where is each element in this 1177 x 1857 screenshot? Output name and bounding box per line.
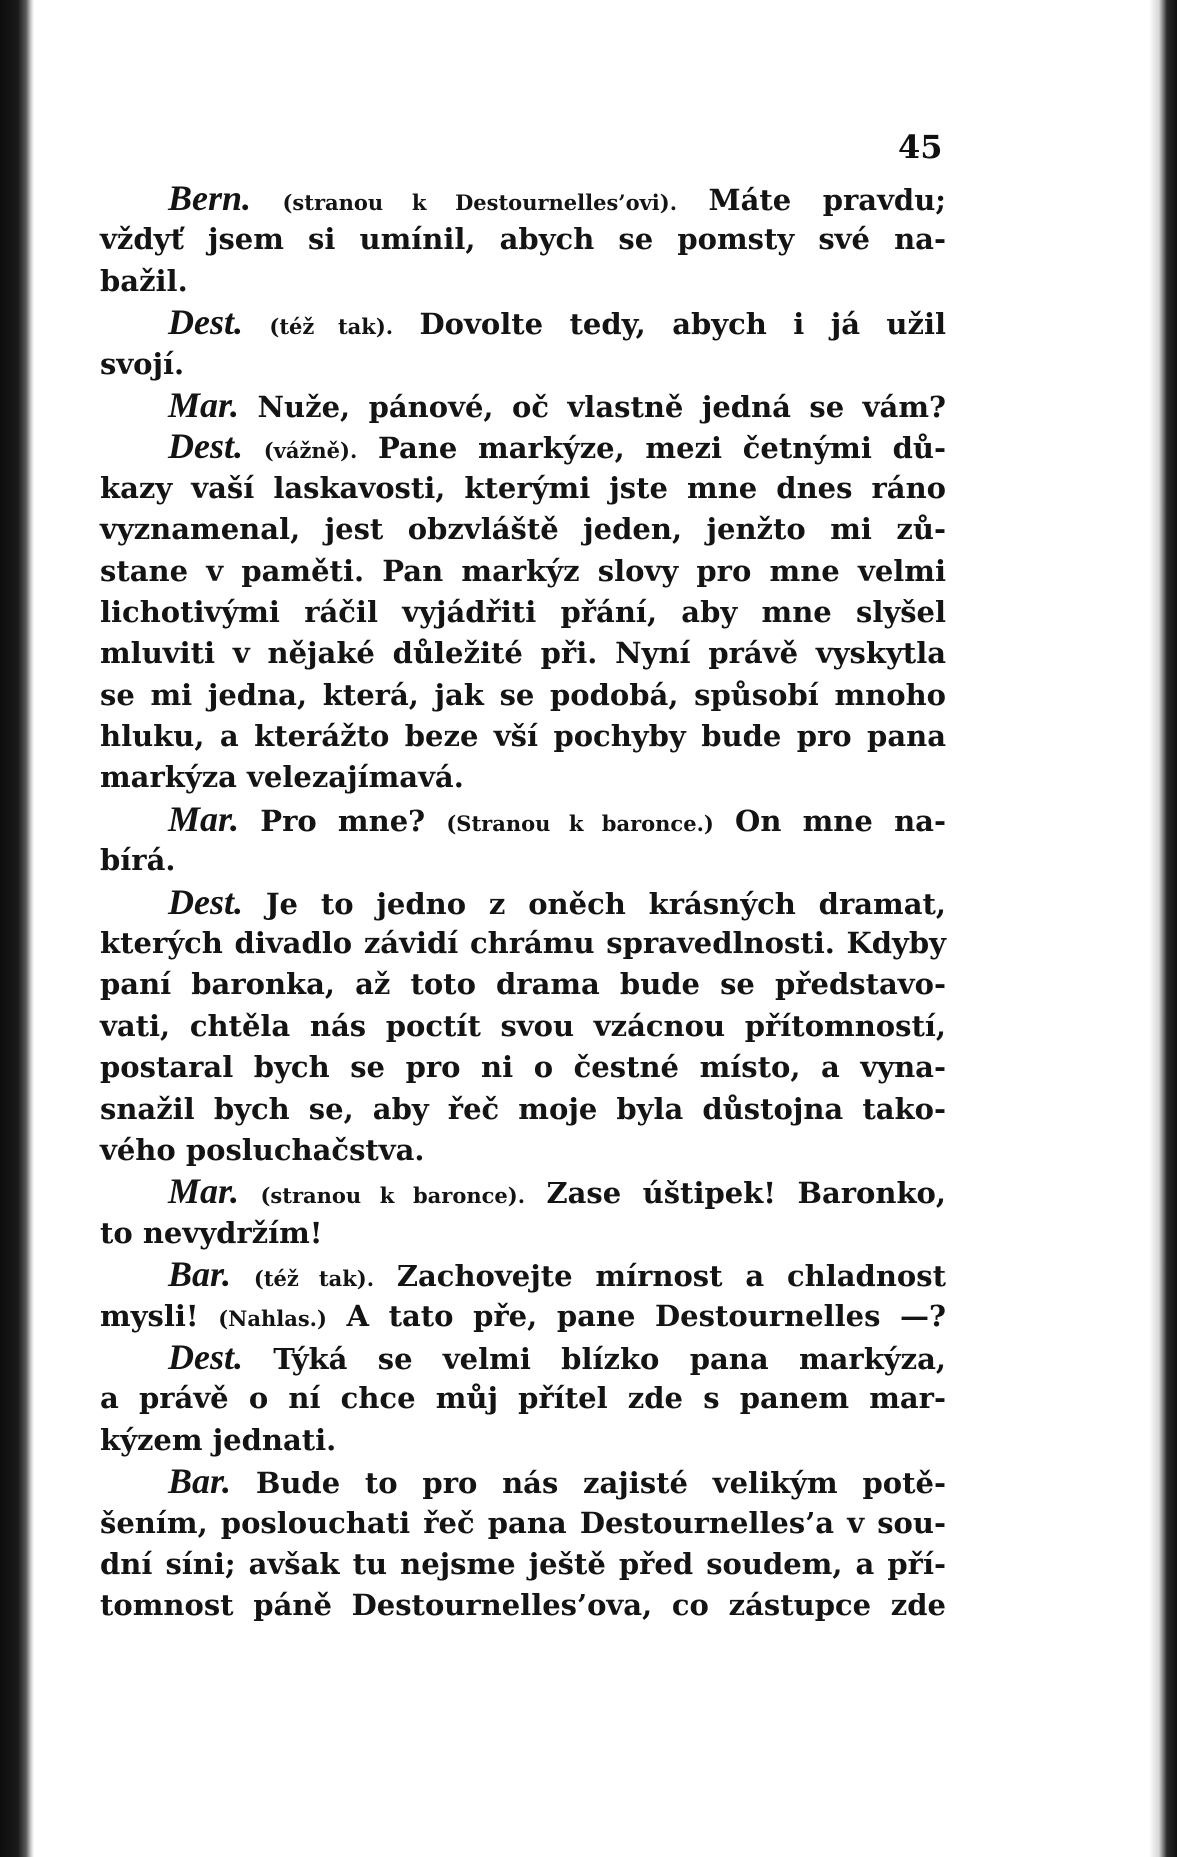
- text-line: [100, 1337, 946, 1378]
- line-text: šením, poslouchati řeč pana Destournelles’a v sou-: [100, 1505, 946, 1540]
- text-line: [100, 551, 946, 592]
- line-text: Bude to pro nás zajisté velikým potě-: [231, 1466, 946, 1501]
- text-line: [100, 592, 946, 633]
- line-text: [243, 307, 269, 341]
- stage-direction: (stranou k Destournelles’ovi).: [282, 190, 678, 215]
- line-text: mysli!: [100, 1298, 219, 1333]
- text-line: [100, 261, 946, 302]
- speaker-name: Bar.: [168, 1254, 232, 1295]
- text-line: [100, 1296, 946, 1337]
- text-line: [100, 964, 946, 1005]
- text-line: [100, 509, 946, 550]
- text-line: [100, 1213, 946, 1254]
- text-line: [100, 840, 946, 881]
- line-text: vždyť jsem si umínil, abych se pomsty své na-: [100, 222, 946, 257]
- dialogue-text: [100, 178, 946, 1627]
- text-line: [100, 426, 946, 467]
- line-text: Dovolte tedy, abych i já užil: [393, 307, 946, 342]
- line-text: to nevydržím!: [100, 1215, 323, 1250]
- text-line: [100, 1130, 946, 1171]
- text-line: [100, 1047, 946, 1088]
- line-text: Zase úštipek! Baronko,: [525, 1176, 946, 1211]
- line-text: stane v paměti. Pan markýz slovy pro mne velmi: [100, 553, 946, 588]
- speaker-name: Dest.: [168, 1336, 243, 1377]
- text-line: [100, 633, 946, 674]
- line-text: Nuže, pánové, oč vlastně jedná se vám?: [239, 389, 946, 424]
- line-text: svojí.: [100, 346, 185, 381]
- text-line: [100, 468, 946, 509]
- text-line: [100, 1006, 946, 1047]
- text-line: [100, 1378, 946, 1419]
- line-text: Pro mne?: [239, 803, 447, 838]
- text-line: [100, 385, 946, 426]
- line-text: a právě o ní chce můj přítel zde s panem mar-: [100, 1381, 946, 1416]
- line-text: lichotivými ráčil vyjádřiti přání, aby mne slyšel: [100, 594, 946, 629]
- line-text: bírá.: [100, 843, 176, 878]
- line-text: Máte pravdu;: [677, 183, 946, 217]
- text-line: [100, 344, 946, 385]
- line-text: hluku, a kterážto beze vší pochyby bude pro pana: [100, 719, 946, 754]
- book-binding-edge: [0, 0, 34, 1857]
- text-line: [100, 302, 946, 343]
- page-number: 45: [898, 128, 943, 166]
- stage-direction: (též tak).: [253, 1266, 374, 1292]
- line-text: postaral bych se pro ni o čestné místo, a vyna-: [100, 1050, 946, 1085]
- line-text: kazy vaší laskavosti, kterými jste mne dnes ráno: [100, 470, 946, 505]
- line-text: Týká se velmi blízko pana markýza,: [243, 1341, 946, 1376]
- text-line: [100, 675, 946, 716]
- line-text: vati, chtěla nás poctít svou vzácnou přítomností,: [100, 1008, 946, 1043]
- line-text: mluviti v nějaké důležité při. Nyní právě vyskytla: [100, 636, 946, 671]
- text-line: [100, 219, 946, 260]
- line-text: markýza velezajímavá.: [100, 760, 464, 795]
- line-text: Zachovejte mírnost a chladnost: [374, 1259, 946, 1294]
- text-line: [100, 1420, 946, 1461]
- line-text: dní síni; avšak tu nejsme ještě před soudem, a pří-: [100, 1546, 946, 1581]
- line-text: [231, 1259, 254, 1293]
- stage-direction: (Stranou k baronce.): [446, 810, 714, 836]
- speaker-name: Mar.: [168, 798, 240, 839]
- line-text: [251, 183, 282, 217]
- line-text: snažil bych se, aby řeč moje byla důstojna tako-: [100, 1091, 946, 1126]
- speaker-name: Bar.: [168, 1461, 232, 1502]
- speaker-name: Bern.: [168, 178, 252, 218]
- line-text: vyznamenal, jest obzvláště jeden, jenžto mi zů-: [100, 512, 946, 547]
- line-text: A tato pře, pane Destournelles —?: [326, 1298, 946, 1333]
- line-text: kýzem jednati.: [100, 1422, 337, 1457]
- text-line: [100, 1585, 946, 1626]
- line-text: vého posluchačstva.: [100, 1132, 425, 1167]
- text-line: [100, 1171, 946, 1212]
- stage-direction: (stranou k baronce).: [260, 1183, 526, 1209]
- text-line: [100, 178, 946, 219]
- line-text: [243, 431, 264, 465]
- line-text: bažil.: [100, 263, 188, 298]
- line-text: paní baronka, až toto drama bude se představo-: [100, 967, 946, 1002]
- speaker-name: Dest.: [168, 881, 243, 922]
- text-line: [100, 757, 946, 798]
- speaker-name: Mar.: [168, 384, 240, 425]
- text-line: [100, 1503, 946, 1544]
- text-line: [100, 1254, 946, 1295]
- speaker-name: Mar.: [168, 1171, 240, 1212]
- text-line: [100, 799, 946, 840]
- stage-direction: (též tak).: [269, 314, 394, 340]
- text-line: [100, 1089, 946, 1130]
- text-line: [100, 923, 946, 964]
- line-text: Pane markýze, mezi četnými dů-: [357, 431, 946, 466]
- text-line: [100, 716, 946, 757]
- line-text: [239, 1176, 260, 1210]
- text-line: [100, 1461, 946, 1502]
- line-text: Je to jedno z oněch krásných dramat,: [243, 886, 946, 921]
- stage-direction: (vážně).: [263, 438, 358, 464]
- page-right-edge: [1149, 0, 1177, 1857]
- line-text: kterých divadlo závidí chrámu spravedlnosti. Kdyby: [100, 926, 946, 961]
- speaker-name: Dest.: [168, 302, 243, 343]
- text-line: [100, 1544, 946, 1585]
- speaker-name: Dest.: [168, 426, 243, 467]
- text-line: [100, 882, 946, 923]
- line-text: tomnost páně Destournelles’ova, co zástupce zde: [100, 1588, 946, 1623]
- line-text: se mi jedna, která, jak se podobá, spůsobí mnoho: [100, 677, 946, 712]
- stage-direction: (Nahlas.): [218, 1305, 327, 1331]
- line-text: On mne na-: [713, 803, 946, 838]
